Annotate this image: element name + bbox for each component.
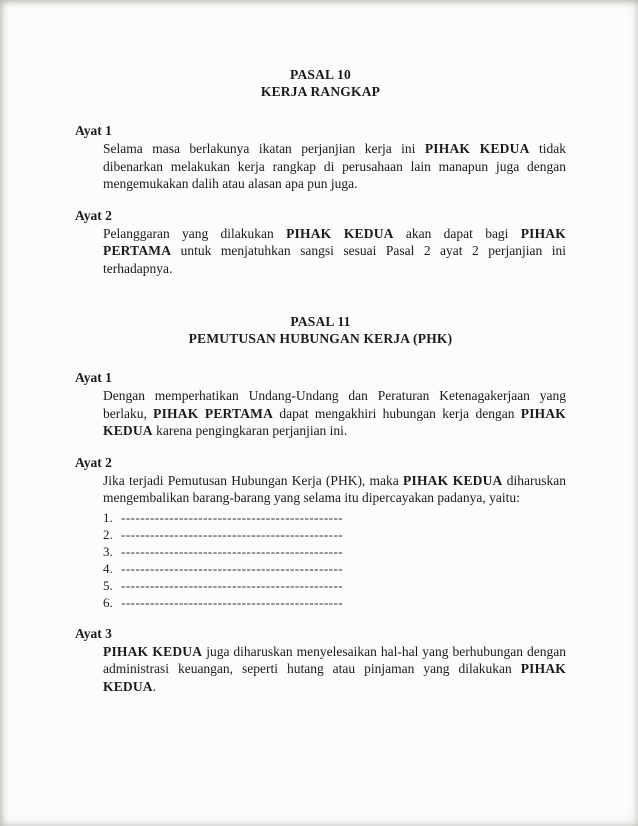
body-text: untuk menjatuhkan sangsi sesuai Pasal 2 ayat 2 perjanjian ini terhadapnya. — [103, 243, 566, 276]
list-item-number: 2. — [103, 526, 113, 542]
blank-fill-line: ---------------------------------------------- — [121, 577, 344, 593]
emphasized-text: PIHAK PERTAMA — [103, 225, 566, 258]
document-content — [75, 66, 566, 695]
body-text: Dengan memperhatikan Undang-Undang dan Peraturan Ketenagakerjaan yang berlaku, — [103, 388, 566, 421]
list-item — [103, 594, 566, 611]
section-title-line: PASAL 10 — [290, 67, 351, 82]
emphasized-text: PIHAK KEDUA — [403, 472, 503, 488]
body-text: . — [152, 678, 157, 694]
list-item-number: 4. — [103, 560, 113, 576]
body-text: Pelanggaran yang dilakukan — [103, 225, 287, 241]
emphasized-text: PIHAK KEDUA — [103, 661, 566, 694]
list-item-number: 5. — [103, 577, 113, 593]
emphasized-text: PIHAK PERTAMA — [153, 405, 274, 421]
ayat-paragraph — [103, 140, 566, 193]
body-text: juga diharuskan menyelesaikan hal-hal yang berhubungan dengan administrasi keuangan, seperti hutang atau pinjaman yang dilakukan — [103, 643, 566, 676]
list-item-number: 3. — [103, 543, 113, 559]
ayat-label: Ayat 1 — [75, 370, 112, 385]
body-text: Selama masa berlakunya ikatan perjanjian kerja ini — [103, 141, 425, 156]
section-title-line: KERJA RANGKAP — [260, 84, 381, 99]
list-item — [103, 526, 566, 543]
list-item-number: 6. — [103, 594, 113, 610]
blank-fill-line: ---------------------------------------------- — [121, 526, 344, 542]
section-title-line: PASAL 11 — [290, 314, 351, 329]
ayat-label: Ayat 1 — [75, 123, 112, 138]
body-text: diharuskan mengembalikan barang-barang yang selama itu dipercayakan padanya, yaitu: — [103, 472, 566, 505]
list-item — [103, 577, 566, 594]
blank-fill-line: ---------------------------------------------- — [121, 543, 344, 559]
body-text: Jika terjadi Pemutusan Hubungan Kerja (PHK), maka — [103, 472, 404, 488]
emphasized-text: PIHAK KEDUA — [103, 405, 567, 438]
blank-fill-line: ---------------------------------------------- — [121, 560, 344, 576]
list-item-number: 1. — [103, 509, 113, 525]
ayat-label: Ayat 2 — [75, 207, 112, 223]
blank-fill-line: ---------------------------------------------- — [121, 509, 344, 525]
blank-fill-line: ---------------------------------------------- — [121, 594, 344, 610]
ayat-paragraph — [103, 472, 566, 507]
section-title — [75, 66, 566, 100]
pasal-section — [75, 313, 566, 695]
ayat-label: Ayat 3 — [75, 625, 112, 641]
emphasized-text: PIHAK KEDUA — [286, 225, 394, 241]
ayat-paragraph — [103, 225, 566, 278]
pasal-section — [75, 66, 566, 277]
ayat-paragraph — [103, 643, 566, 696]
body-text: tidak dibenarkan melakukan kerja rangkap di perusahaan lain manapun juga dengan mengemukakan dalih atau alasan apa pun juga. — [103, 141, 566, 191]
list-item — [103, 560, 566, 577]
emphasized-text: PIHAK KEDUA — [424, 141, 530, 156]
body-text: akan dapat bagi — [393, 225, 521, 241]
emphasized-text: PIHAK KEDUA — [103, 643, 203, 659]
ayat-label: Ayat 2 — [75, 454, 112, 470]
ayat-paragraph — [103, 387, 566, 440]
body-text: karena pengingkaran perjanjian ini. — [152, 423, 348, 438]
section-title-line: PEMUTUSAN HUBUNGAN KERJA (PHK) — [188, 331, 453, 346]
returned-items-list — [103, 509, 566, 611]
list-item — [103, 509, 566, 526]
body-text: dapat mengakhiri hubungan kerja dengan — [273, 405, 521, 421]
list-item — [103, 543, 566, 560]
section-title — [75, 313, 566, 347]
